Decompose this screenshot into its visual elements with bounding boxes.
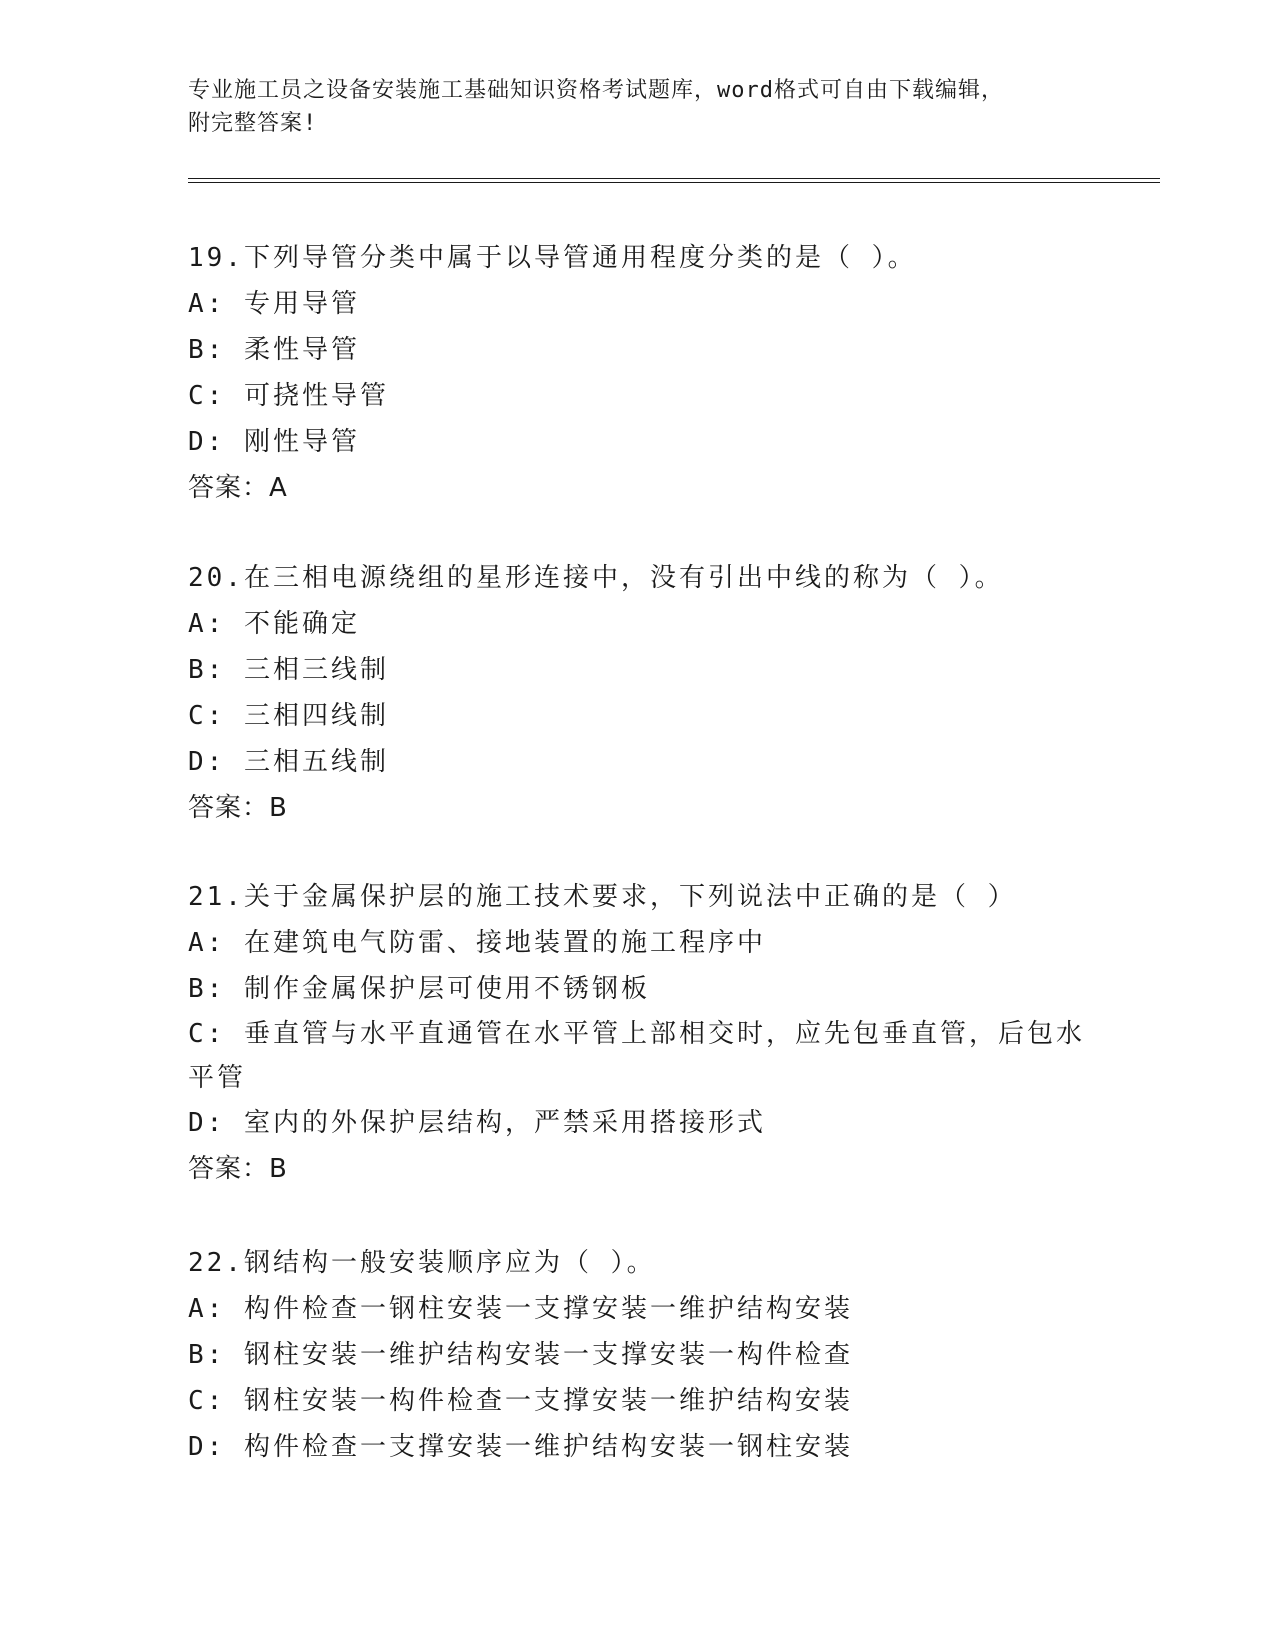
option-c: C: 钢柱安装一构件检查一支撑安装一维护结构安装 xyxy=(188,1386,853,1416)
header-double-rule xyxy=(188,178,1160,183)
question-stem: 21.关于金属保护层的施工技术要求，下列说法中正确的是（ ） xyxy=(188,882,1017,912)
option-c: C: 三相四线制 xyxy=(188,701,389,731)
answer: 答案：B xyxy=(188,793,288,823)
answer: 答案：B xyxy=(188,1154,288,1184)
option-d: D: 构件检查一支撑安装一维护结构安装一钢柱安装 xyxy=(188,1432,853,1462)
answer: 答案：A xyxy=(188,473,288,503)
option-a: A: 构件检查一钢柱安装一支撑安装一维护结构安装 xyxy=(188,1294,853,1324)
document-header xyxy=(188,74,1108,140)
option-d: D: 刚性导管 xyxy=(188,427,360,457)
question-19 xyxy=(188,235,1088,511)
option-b: B: 制作金属保护层可使用不锈钢板 xyxy=(188,974,650,1004)
option-b: B: 三相三线制 xyxy=(188,655,389,685)
option-a: A: 不能确定 xyxy=(188,609,360,639)
question-22 xyxy=(188,1240,1088,1470)
option-a: A: 专用导管 xyxy=(188,289,360,319)
question-21 xyxy=(188,874,1088,1192)
question-stem: 20.在三相电源绕组的星形连接中，没有引出中线的称为（ ）。 xyxy=(188,563,1004,593)
option-c: C: 可挠性导管 xyxy=(188,381,389,411)
header-line-2: 附完整答案! xyxy=(188,111,318,136)
question-20 xyxy=(188,555,1088,831)
option-c: C: 垂直管与水平直通管在水平管上部相交时，应先包垂直管，后包水平管 xyxy=(188,1019,1085,1093)
question-stem: 22.钢结构一般安装顺序应为（ ）。 xyxy=(188,1248,656,1278)
question-stem: 19.下列导管分类中属于以导管通用程度分类的是（ ）。 xyxy=(188,243,917,273)
header-line-1: 专业施工员之设备安装施工基础知识资格考试题库，word格式可自由下载编辑， xyxy=(188,78,1004,103)
option-d: D: 室内的外保护层结构，严禁采用搭接形式 xyxy=(188,1108,766,1138)
option-b: B: 柔性导管 xyxy=(188,335,360,365)
option-b: B: 钢柱安装一维护结构安装一支撑安装一构件检查 xyxy=(188,1340,853,1370)
option-a: A: 在建筑电气防雷、接地装置的施工程序中 xyxy=(188,928,766,958)
option-d: D: 三相五线制 xyxy=(188,747,389,777)
